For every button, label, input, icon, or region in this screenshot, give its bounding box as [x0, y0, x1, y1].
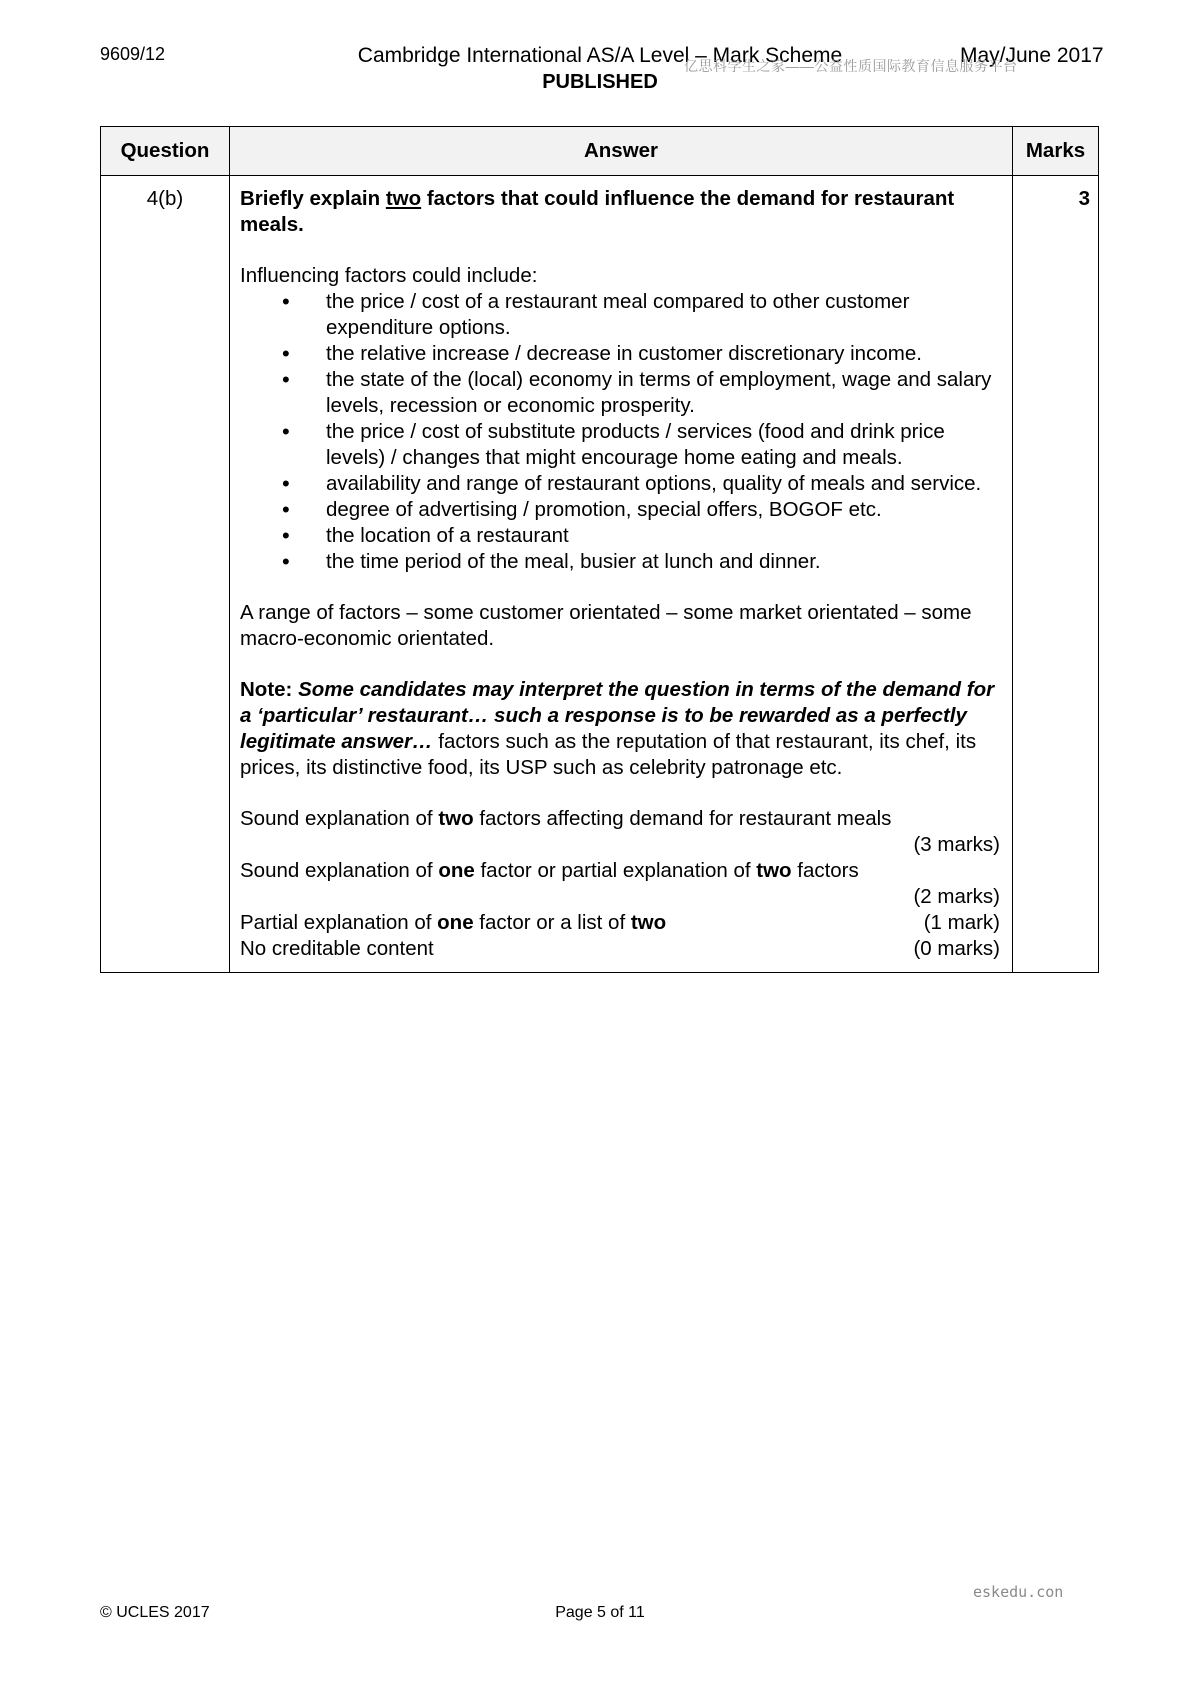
level-mark: (1 mark)	[923, 911, 1000, 934]
range-of-factors-text: A range of factors – some customer orientated – some market orientated – some macro-economic orientated.	[240, 601, 972, 650]
document-title: Cambridge International AS/A Level – Mark Scheme	[357, 44, 843, 67]
list-item: • the price / cost of a restaurant meal compared to other customer expenditure options.	[240, 289, 1000, 341]
page-number: Page 5 of 11	[555, 1604, 645, 1621]
question-column-header: Question	[101, 127, 230, 176]
answer-column-header: Answer	[230, 127, 1013, 176]
level-3: Sound explanation of two factors affecting demand for restaurant meals (3 marks)	[240, 807, 1000, 856]
list-item: • availability and range of restaurant options, quality of meals and service.	[240, 471, 1000, 497]
level-mark: (2 marks)	[913, 885, 1000, 908]
level-mark: (3 marks)	[913, 833, 1000, 856]
level-1: Partial explanation of one factor or a list of two (1 mark)	[240, 911, 1000, 934]
list-item: • the state of the (local) economy in terms of employment, wage and salary levels, recession or economic prosperity.	[240, 367, 1000, 419]
factors-list	[240, 289, 1000, 575]
question-number: 4(b)	[101, 176, 230, 973]
question-heading: Briefly explain two factors that could influence the demand for restaurant meals.	[240, 187, 955, 236]
list-item: • degree of advertising / promotion, special offers, BOGOF etc.	[240, 497, 1000, 523]
level-0: No creditable content (0 marks)	[240, 937, 1000, 960]
paper-code: 9609/12	[100, 44, 166, 64]
table-row	[101, 176, 1099, 973]
footer-watermark: eskedu.con	[973, 1583, 1064, 1601]
level-2: Sound explanation of one factor or partial explanation of two factors (2 marks)	[240, 859, 1000, 908]
list-item: • the location of a restaurant	[240, 523, 1000, 549]
copyright: © UCLES 2017	[100, 1604, 210, 1621]
list-item: • the price / cost of substitute products / services (food and drink price levels) / changes that might encourage home eating and meals.	[240, 419, 1000, 471]
note-paragraph: Note: Some candidates may interpret the question in terms of the demand for a ‘particular’ restaurant… such a response is to be rewarded as a perfectly legitimate answer… factors such as the reputation of that restaurant, its chef, its prices, its distinctive food, its USP such as celebrity patronage etc.	[240, 678, 995, 779]
published-label: PUBLISHED	[542, 71, 658, 93]
exam-session: May/June 2017	[960, 44, 1104, 67]
answer-cell	[230, 176, 1013, 973]
mark-scheme-table	[100, 126, 1099, 973]
header-watermark: 亿思科学生之家——公益性质国际教育信息服务平台	[684, 58, 1018, 74]
factors-intro: Influencing factors could include:	[240, 264, 538, 287]
table-header-row	[101, 127, 1099, 176]
level-mark: (0 marks)	[913, 937, 1000, 960]
marks-value: 3	[1013, 176, 1099, 973]
marks-column-header: Marks	[1013, 127, 1099, 176]
heading-underlined-word: two	[385, 187, 422, 210]
list-item: • the relative increase / decrease in customer discretionary income.	[240, 341, 1000, 367]
list-item: • the time period of the meal, busier at lunch and dinner.	[240, 549, 1000, 575]
